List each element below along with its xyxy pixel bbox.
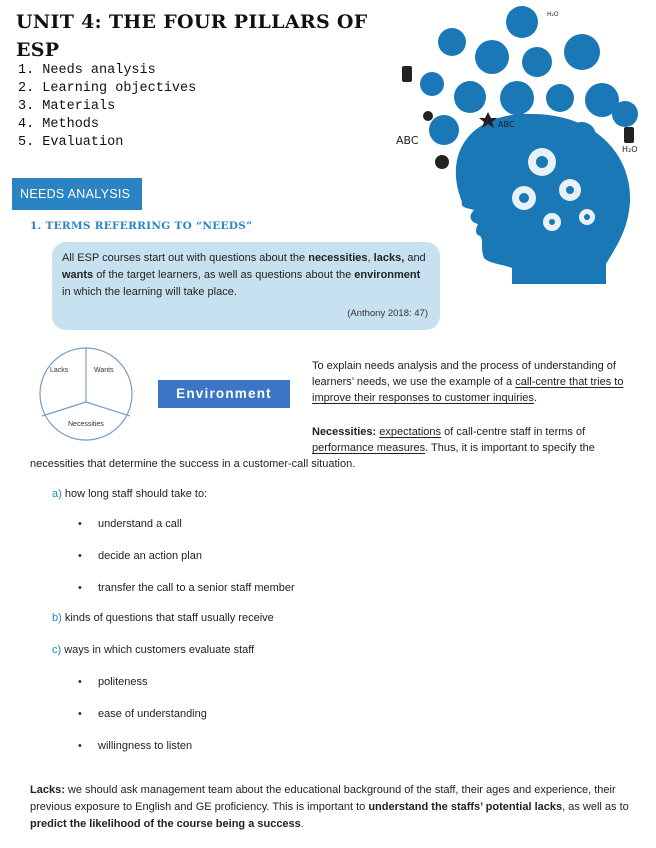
- section-heading: 1. TERMS REFERRING TO “NEEDS”: [30, 220, 253, 232]
- list-text: how long staff should take to:: [61, 488, 208, 500]
- pie-label-necessities: Necessities: [68, 421, 104, 428]
- list-text: ways in which customers evaluate staff: [61, 644, 255, 656]
- quote-bold: lacks,: [373, 252, 405, 264]
- pie-label-lacks: Lacks: [50, 367, 69, 374]
- environment-label: Environment: [158, 380, 290, 408]
- quote-bold: wants: [62, 269, 94, 281]
- list-item: 1. Needs analysis: [18, 63, 156, 78]
- phone-icon: [624, 127, 634, 143]
- bullet-text: transfer the call to a senior staff member: [98, 582, 295, 594]
- bullet-text: understand a call: [98, 518, 182, 530]
- list-text: kinds of questions that staff usually receive: [61, 612, 274, 624]
- bubble: [546, 84, 574, 112]
- bullet-item: [78, 580, 295, 596]
- list-item: 2. Learning objectives: [18, 81, 197, 96]
- quote-citation: (Anthony 2018: 47): [347, 308, 428, 319]
- bullet-item: [78, 706, 207, 722]
- lacks-text: , as well as to: [562, 801, 629, 813]
- bubble: [568, 122, 596, 150]
- quote-bold: environment: [354, 269, 421, 281]
- h2o-label: H₂O: [547, 11, 559, 18]
- lacks-bold: understand the staffs’ potential lacks: [368, 801, 563, 813]
- bullet-icon: •: [78, 676, 82, 688]
- bubble: [438, 28, 466, 56]
- bullet-text: willingness to listen: [98, 740, 193, 752]
- bullet-icon: •: [78, 518, 82, 530]
- intro-end: .: [533, 392, 537, 404]
- list-item: 5. Evaluation: [18, 135, 124, 150]
- list-letter: b): [52, 612, 62, 624]
- lacks-paragraph: [30, 782, 650, 833]
- bubble: [578, 158, 606, 186]
- necessities-text: . Thus, it is important to specify the: [425, 442, 595, 454]
- intro-underlined: call-centre that tries to improve their responses to customer inquiries: [312, 376, 624, 404]
- list-item: 3. Materials: [18, 99, 116, 114]
- necessities-text: of call-centre staff in terms of: [441, 426, 586, 438]
- quote-text: ,: [367, 252, 374, 264]
- page-title: UNIT 4: THE FOUR PILLARS OF ESP: [16, 11, 368, 61]
- bubble: [564, 34, 600, 70]
- necessities-underline: expectations: [379, 426, 442, 438]
- bubble: [612, 101, 638, 127]
- abc-label: ABC: [498, 120, 515, 129]
- quote-box: [52, 242, 440, 330]
- bullet-item: [78, 548, 202, 564]
- quote-text: and: [404, 252, 426, 264]
- bullet-item: [78, 738, 192, 754]
- intro-paragraph: [312, 358, 646, 406]
- lacks-text: we should ask management team about the educational background of the staff, their ages and experience, their previous exposure to English and GE proficiency. This is important to: [30, 784, 616, 813]
- quote-bold: necessities: [308, 252, 368, 264]
- pillars-list: [18, 62, 196, 152]
- pie-label-wants: Wants: [94, 367, 114, 374]
- quote-text: in which the learning will take place.: [62, 286, 237, 298]
- bullet-text: decide an action plan: [98, 550, 202, 562]
- lacks-text: .: [300, 818, 304, 830]
- necessities-continuation: necessities that determine the success in a customer-call situation.: [30, 458, 356, 470]
- bubble: [454, 81, 486, 113]
- bullet-icon: •: [78, 740, 82, 752]
- bullet-icon: •: [78, 708, 82, 720]
- intro-text: To explain needs analysis and the process of understanding of learners’ needs, we use the example of a: [312, 360, 616, 388]
- bullet-text: ease of understanding: [98, 708, 207, 720]
- bulb-icon: [423, 111, 433, 121]
- quote-text: All ESP courses start out with questions about the: [62, 252, 309, 264]
- section-banner: NEEDS ANALYSIS: [12, 178, 142, 210]
- bullet-icon: •: [78, 550, 82, 562]
- bubble: [500, 81, 534, 115]
- quote-text: of the target learners, as well as questions about the: [93, 269, 355, 281]
- head-silhouette: [456, 114, 630, 284]
- bubble: [506, 6, 538, 38]
- bullet-item: [78, 516, 182, 532]
- list-item: 4. Methods: [18, 117, 100, 132]
- phone-icon: [402, 66, 412, 82]
- needs-pie-diagram: [26, 346, 146, 442]
- bullet-text: politeness: [98, 676, 148, 688]
- list-letter: c): [52, 644, 62, 656]
- bubble: [522, 47, 552, 77]
- bubble: [429, 115, 459, 145]
- necessities-paragraph: [312, 424, 646, 456]
- bubble: [420, 72, 444, 96]
- lacks-label: Lacks:: [30, 784, 65, 796]
- abc-label: ABC: [396, 134, 419, 147]
- list-item-c: [52, 642, 254, 658]
- bullet-item: [78, 674, 148, 690]
- globe-icon: [435, 155, 449, 169]
- necessities-underline: performance measures: [312, 442, 426, 454]
- list-item-a: [52, 486, 207, 502]
- list-letter: a): [52, 488, 62, 500]
- bubble: [475, 40, 509, 74]
- list-item-b: [52, 610, 274, 626]
- lacks-bold: predict the likelihood of the course being a success: [30, 818, 301, 830]
- bullet-icon: •: [78, 582, 82, 594]
- h2o-label: H₂O: [622, 145, 638, 154]
- necessities-label: Necessities:: [312, 426, 377, 438]
- brain-head-illustration: [392, 2, 654, 284]
